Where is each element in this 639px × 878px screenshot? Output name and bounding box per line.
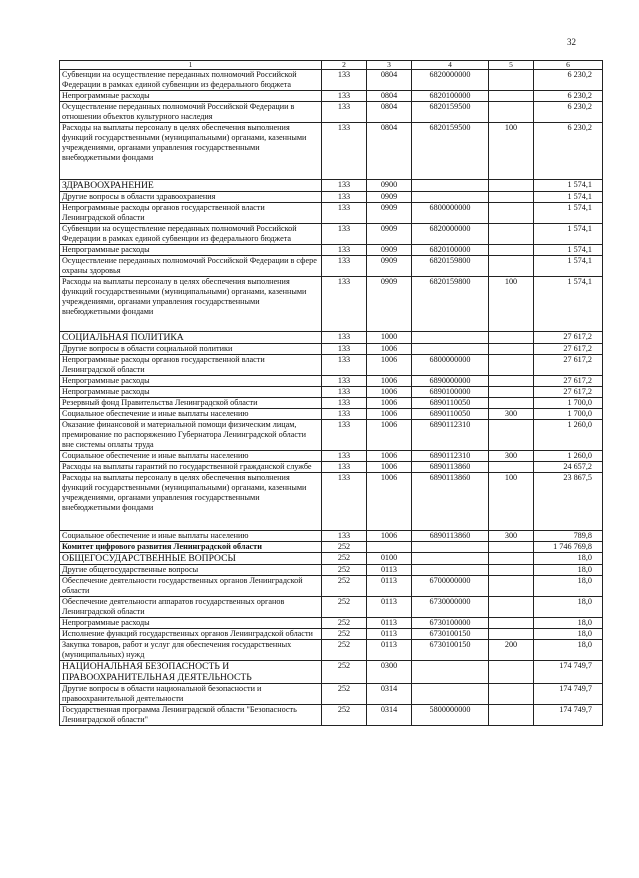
expense-type-code <box>489 398 534 409</box>
budget-table <box>59 60 603 726</box>
target-article-code: 6890112310 <box>412 451 489 462</box>
target-article-code: 6890100000 <box>412 387 489 398</box>
amount: 1 574,1 <box>534 224 603 245</box>
ved-code: 133 <box>322 123 367 180</box>
target-article-code: 6800000000 <box>412 355 489 376</box>
section-code: 0113 <box>367 618 412 629</box>
table-row <box>60 531 603 542</box>
amount: 6 230,2 <box>534 102 603 123</box>
amount: 27 617,2 <box>534 355 603 376</box>
table-row <box>60 70 603 91</box>
target-article-code: 5800000000 <box>412 705 489 726</box>
table-row <box>60 576 603 597</box>
expense-type-code: 200 <box>489 640 534 661</box>
table-row <box>60 565 603 576</box>
page-number: 32 <box>567 37 576 47</box>
row-description: Непрограммные расходы <box>60 376 322 387</box>
section-code: 0909 <box>367 277 412 332</box>
amount: 27 617,2 <box>534 387 603 398</box>
target-article-code: 6890113860 <box>412 462 489 473</box>
ved-code: 133 <box>322 224 367 245</box>
ved-code: 252 <box>322 553 367 565</box>
target-article-code: 6890000000 <box>412 376 489 387</box>
section-code <box>367 542 412 553</box>
ved-code: 133 <box>322 531 367 542</box>
section-code: 0314 <box>367 684 412 705</box>
amount: 174 749,7 <box>534 661 603 684</box>
amount: 18,0 <box>534 618 603 629</box>
table-row <box>60 192 603 203</box>
ved-code: 133 <box>322 332 367 344</box>
target-article-code: 6890110050 <box>412 398 489 409</box>
column-number: 4 <box>412 61 489 70</box>
row-description: Непрограммные расходы органов государственной власти Ленинградской области <box>60 355 322 376</box>
ved-code: 252 <box>322 618 367 629</box>
row-description: ОБЩЕГОСУДАРСТВЕННЫЕ ВОПРОСЫ <box>60 553 322 565</box>
section-code: 0909 <box>367 224 412 245</box>
target-article-code: 6730100150 <box>412 629 489 640</box>
amount: 1 260,0 <box>534 420 603 451</box>
section-code: 1006 <box>367 387 412 398</box>
expense-type-code: 100 <box>489 277 534 332</box>
row-description: Непрограммные расходы <box>60 91 322 102</box>
section-code: 0113 <box>367 576 412 597</box>
section-code: 1006 <box>367 473 412 531</box>
expense-type-code <box>489 553 534 565</box>
section-code: 0113 <box>367 565 412 576</box>
section-code: 1006 <box>367 355 412 376</box>
table-row <box>60 256 603 277</box>
amount: 174 749,7 <box>534 705 603 726</box>
table-row <box>60 618 603 629</box>
section-code: 1006 <box>367 376 412 387</box>
row-description: Закупка товаров, работ и услуг для обеспечения государственных (муниципальных) нужд <box>60 640 322 661</box>
expense-type-code: 100 <box>489 123 534 180</box>
expense-type-code <box>489 332 534 344</box>
section-code: 0909 <box>367 192 412 203</box>
expense-type-code <box>489 224 534 245</box>
target-article-code <box>412 332 489 344</box>
ved-code: 133 <box>322 91 367 102</box>
amount: 1 746 769,8 <box>534 542 603 553</box>
column-number: 1 <box>60 61 322 70</box>
amount: 27 617,2 <box>534 344 603 355</box>
table-row <box>60 277 603 332</box>
expense-type-code: 300 <box>489 531 534 542</box>
column-number: 3 <box>367 61 412 70</box>
expense-type-code <box>489 256 534 277</box>
ved-code: 252 <box>322 684 367 705</box>
amount: 18,0 <box>534 576 603 597</box>
amount: 18,0 <box>534 597 603 618</box>
expense-type-code <box>489 705 534 726</box>
section-code: 1006 <box>367 344 412 355</box>
table-row <box>60 355 603 376</box>
target-article-code: 6820159800 <box>412 256 489 277</box>
table-row <box>60 180 603 192</box>
section-code: 0113 <box>367 629 412 640</box>
table-row <box>60 102 603 123</box>
ved-code: 252 <box>322 542 367 553</box>
amount: 1 260,0 <box>534 451 603 462</box>
expense-type-code <box>489 684 534 705</box>
target-article-code: 6890113860 <box>412 473 489 531</box>
expense-type-code <box>489 344 534 355</box>
amount: 18,0 <box>534 629 603 640</box>
section-code: 0300 <box>367 661 412 684</box>
expense-type-code <box>489 618 534 629</box>
section-code: 0113 <box>367 597 412 618</box>
amount: 18,0 <box>534 640 603 661</box>
ved-code: 133 <box>322 277 367 332</box>
row-description: Другие общегосударственные вопросы <box>60 565 322 576</box>
table-row <box>60 344 603 355</box>
table-row <box>60 224 603 245</box>
target-article-code: 6820000000 <box>412 224 489 245</box>
row-description: Социальное обеспечение и иные выплаты населению <box>60 531 322 542</box>
row-description: Обеспечение деятельности аппаратов государственных органов Ленинградской области <box>60 597 322 618</box>
amount: 1 574,1 <box>534 180 603 192</box>
section-code: 0909 <box>367 256 412 277</box>
section-code: 1006 <box>367 531 412 542</box>
amount: 1 574,1 <box>534 245 603 256</box>
section-code: 1006 <box>367 398 412 409</box>
amount: 1 700,0 <box>534 409 603 420</box>
table-row <box>60 420 603 451</box>
row-description: Комитет цифрового развития Ленинградской области <box>60 542 322 553</box>
column-number-row <box>60 61 603 70</box>
ved-code: 252 <box>322 661 367 684</box>
expense-type-code <box>489 576 534 597</box>
section-code: 1006 <box>367 409 412 420</box>
row-description: НАЦИОНАЛЬНАЯ БЕЗОПАСНОСТЬ И ПРАВООХРАНИТЕЛЬНАЯ ДЕЯТЕЛЬНОСТЬ <box>60 661 322 684</box>
ved-code: 133 <box>322 409 367 420</box>
target-article-code: 6820159800 <box>412 277 489 332</box>
amount: 1 574,1 <box>534 203 603 224</box>
expense-type-code: 100 <box>489 473 534 531</box>
row-description: СОЦИАЛЬНАЯ ПОЛИТИКА <box>60 332 322 344</box>
section-code: 0804 <box>367 70 412 91</box>
column-number: 6 <box>534 61 603 70</box>
target-article-code <box>412 661 489 684</box>
section-code: 1006 <box>367 451 412 462</box>
target-article-code: 6820159500 <box>412 123 489 180</box>
row-description: Расходы на выплаты гарантий по государственной гражданской службе <box>60 462 322 473</box>
table-row <box>60 684 603 705</box>
row-description: Непрограммные расходы <box>60 618 322 629</box>
amount: 6 230,2 <box>534 70 603 91</box>
ved-code: 133 <box>322 203 367 224</box>
target-article-code: 6890112310 <box>412 420 489 451</box>
table-row <box>60 91 603 102</box>
row-description: Резервный фонд Правительства Ленинградской области <box>60 398 322 409</box>
table-row <box>60 203 603 224</box>
row-description: ЗДРАВООХРАНЕНИЕ <box>60 180 322 192</box>
ved-code: 252 <box>322 576 367 597</box>
expense-type-code <box>489 91 534 102</box>
ved-code: 133 <box>322 420 367 451</box>
target-article-code: 6730100000 <box>412 618 489 629</box>
expense-type-code <box>489 387 534 398</box>
amount: 6 230,2 <box>534 123 603 180</box>
row-description: Исполнение функций государственных органов Ленинградской области <box>60 629 322 640</box>
row-description: Осуществление переданных полномочий Российской Федерации в сфере охраны здоровья <box>60 256 322 277</box>
amount: 27 617,2 <box>534 376 603 387</box>
row-description: Осуществление переданных полномочий Российской Федерации в отношении объектов культурного наследия <box>60 102 322 123</box>
amount: 18,0 <box>534 553 603 565</box>
table-row <box>60 473 603 531</box>
amount: 174 749,7 <box>534 684 603 705</box>
expense-type-code <box>489 245 534 256</box>
table-row <box>60 398 603 409</box>
target-article-code: 6820159500 <box>412 102 489 123</box>
ved-code: 133 <box>322 245 367 256</box>
target-article-code: 6820100000 <box>412 245 489 256</box>
table-row <box>60 553 603 565</box>
column-number: 2 <box>322 61 367 70</box>
section-code: 0113 <box>367 640 412 661</box>
ved-code: 133 <box>322 398 367 409</box>
section-code: 1006 <box>367 462 412 473</box>
target-article-code <box>412 565 489 576</box>
table-row <box>60 451 603 462</box>
target-article-code <box>412 344 489 355</box>
ved-code: 252 <box>322 629 367 640</box>
table-row <box>60 597 603 618</box>
ved-code: 252 <box>322 640 367 661</box>
table-row <box>60 629 603 640</box>
ved-code: 133 <box>322 387 367 398</box>
target-article-code: 6820100000 <box>412 91 489 102</box>
column-number: 5 <box>489 61 534 70</box>
section-code: 0909 <box>367 245 412 256</box>
target-article-code: 6890113860 <box>412 531 489 542</box>
table-row <box>60 332 603 344</box>
amount: 6 230,2 <box>534 91 603 102</box>
row-description: Социальное обеспечение и иные выплаты населению <box>60 451 322 462</box>
target-article-code: 6890110050 <box>412 409 489 420</box>
row-description: Социальное обеспечение и иные выплаты населению <box>60 409 322 420</box>
section-code: 0804 <box>367 102 412 123</box>
ved-code: 133 <box>322 451 367 462</box>
ved-code: 133 <box>322 102 367 123</box>
ved-code: 252 <box>322 565 367 576</box>
target-article-code: 6730000000 <box>412 597 489 618</box>
ved-code: 133 <box>322 355 367 376</box>
ved-code: 133 <box>322 192 367 203</box>
table-row <box>60 123 603 180</box>
expense-type-code <box>489 420 534 451</box>
ved-code: 133 <box>322 462 367 473</box>
amount: 789,8 <box>534 531 603 542</box>
amount: 1 574,1 <box>534 256 603 277</box>
amount: 1 574,1 <box>534 277 603 332</box>
section-code: 0909 <box>367 203 412 224</box>
section-code: 0900 <box>367 180 412 192</box>
expense-type-code <box>489 180 534 192</box>
row-description: Субвенции на осуществление переданных полномочий Российской Федерации в рамках единой субвенции из федерального бюджета <box>60 70 322 91</box>
target-article-code <box>412 180 489 192</box>
table-row <box>60 387 603 398</box>
expense-type-code <box>489 70 534 91</box>
ved-code: 252 <box>322 705 367 726</box>
target-article-code <box>412 542 489 553</box>
row-description: Государственная программа Ленинградской области "Безопасность Ленинградской области" <box>60 705 322 726</box>
ved-code: 252 <box>322 597 367 618</box>
expense-type-code <box>489 376 534 387</box>
row-description: Расходы на выплаты персоналу в целях обеспечения выполнения функций государственными (муниципальными) органами, казенными учреждениями, органами управления государственными внебюджетными фондами <box>60 123 322 180</box>
table-row <box>60 376 603 387</box>
target-article-code <box>412 192 489 203</box>
table-row <box>60 462 603 473</box>
expense-type-code <box>489 565 534 576</box>
ved-code: 133 <box>322 376 367 387</box>
expense-type-code <box>489 597 534 618</box>
target-article-code: 6730100150 <box>412 640 489 661</box>
section-code: 0100 <box>367 553 412 565</box>
table-row <box>60 661 603 684</box>
ved-code: 133 <box>322 256 367 277</box>
table-row <box>60 245 603 256</box>
section-code: 0804 <box>367 123 412 180</box>
target-article-code: 6800000000 <box>412 203 489 224</box>
ved-code: 133 <box>322 344 367 355</box>
table-row <box>60 409 603 420</box>
amount: 27 617,2 <box>534 332 603 344</box>
table-row <box>60 640 603 661</box>
row-description: Оказание финансовой и материальной помощи физическим лицам, премирование по распоряжению Губернатора Ленинградской области вне системы оплаты труда <box>60 420 322 451</box>
target-article-code: 6700000000 <box>412 576 489 597</box>
expense-type-code <box>489 102 534 123</box>
row-description: Другие вопросы в области социальной политики <box>60 344 322 355</box>
ved-code: 133 <box>322 180 367 192</box>
section-code: 0314 <box>367 705 412 726</box>
target-article-code: 6820000000 <box>412 70 489 91</box>
row-description: Расходы на выплаты персоналу в целях обеспечения выполнения функций государственными (муниципальными) органами, казенными учреждениями, органами управления государственными внебюджетными фондами <box>60 277 322 332</box>
row-description: Другие вопросы в области национальной безопасности и правоохранительной деятельности <box>60 684 322 705</box>
expense-type-code: 300 <box>489 451 534 462</box>
row-description: Расходы на выплаты персоналу в целях обеспечения выполнения функций государственными (муниципальными) органами, казенными учреждениями, органами управления государственными внебюджетными фондами <box>60 473 322 531</box>
target-article-code <box>412 553 489 565</box>
row-description: Непрограммные расходы органов государственной власти Ленинградской области <box>60 203 322 224</box>
table-row <box>60 705 603 726</box>
target-article-code <box>412 684 489 705</box>
row-description: Другие вопросы в области здравоохранения <box>60 192 322 203</box>
section-code: 1000 <box>367 332 412 344</box>
expense-type-code <box>489 629 534 640</box>
amount: 1 574,1 <box>534 192 603 203</box>
row-description: Обеспечение деятельности государственных органов Ленинградской области <box>60 576 322 597</box>
expense-type-code <box>489 661 534 684</box>
ved-code: 133 <box>322 70 367 91</box>
expense-type-code <box>489 203 534 224</box>
expense-type-code: 300 <box>489 409 534 420</box>
ved-code: 133 <box>322 473 367 531</box>
amount: 18,0 <box>534 565 603 576</box>
amount: 23 867,5 <box>534 473 603 531</box>
row-description: Непрограммные расходы <box>60 387 322 398</box>
amount: 1 700,0 <box>534 398 603 409</box>
expense-type-code <box>489 192 534 203</box>
table-row <box>60 542 603 553</box>
amount: 24 657,2 <box>534 462 603 473</box>
expense-type-code <box>489 542 534 553</box>
row-description: Непрограммные расходы <box>60 245 322 256</box>
section-code: 1006 <box>367 420 412 451</box>
row-description: Субвенции на осуществление переданных полномочий Российской Федерации в рамках единой субвенции из федерального бюджета <box>60 224 322 245</box>
expense-type-code <box>489 355 534 376</box>
expense-type-code <box>489 462 534 473</box>
section-code: 0804 <box>367 91 412 102</box>
